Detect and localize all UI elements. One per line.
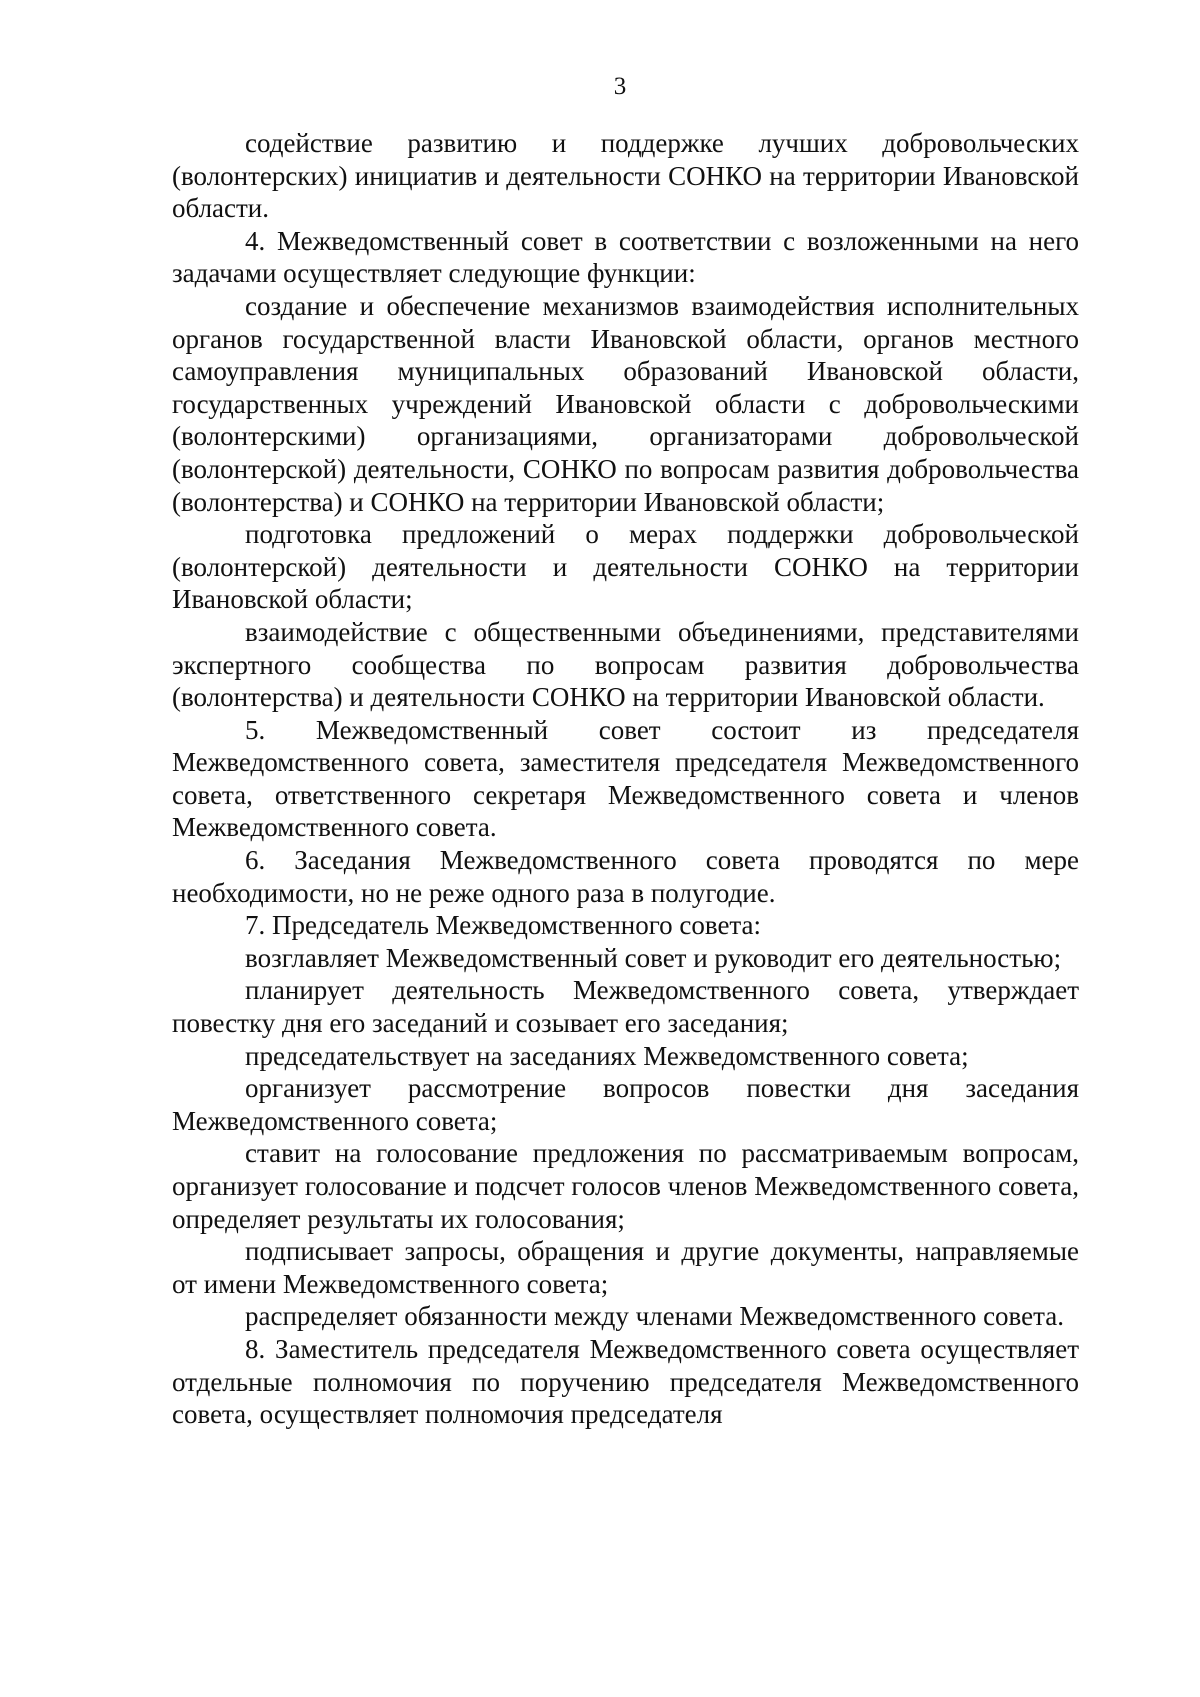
- paragraph: 5. Межведомственный совет состоит из председателя Межведомственного совета, заместителя председателя Межведомственного совета, ответственного секретаря Межведомственного совета и членов Межведомственного совета.: [172, 714, 1079, 843]
- paragraph: председательствует на заседаниях Межведомственного совета;: [245, 1040, 969, 1071]
- paragraph: подписывает запросы, обращения и другие документы, направляемые от имени Межведомственного совета;: [172, 1236, 1079, 1299]
- paragraph: создание и обеспечение механизмов взаимодействия исполнительных органов государственной власти Ивановской области, органов местного самоуправления муниципальных образований Ивановской области, государственных учреждений Ивановской области с добровольческими (волонтерскими) организациями, организаторами добровольческой (волонтерской) деятельности, СОНКО по вопросам развития добровольчества (волонтерства) и СОНКО на территории Ивановской области;: [172, 290, 1079, 517]
- paragraph: планирует деятельность Межведомственного совета, утверждает повестку дня его заседаний и созывает его заседания;: [172, 975, 1079, 1039]
- paragraph: взаимодействие с общественными объединениями, представителями экспертного сообщества по вопросам развития добровольчества (волонтерства) и деятельности СОНКО на территории Ивановской области.: [172, 616, 1079, 713]
- paragraph: содействие развитию и поддержке лучших добровольческих (волонтерских) инициатив и деятельности СОНКО на территории Ивановской области.: [172, 128, 1079, 224]
- paragraph: 7. Председатель Межведомственного совета:: [245, 910, 762, 941]
- paragraph: 8. Заместитель председателя Межведомственного совета осуществляет отдельные полномочия по поручению председателя Межведомственного совета, осуществляет полномочия председателя: [172, 1333, 1079, 1430]
- paragraph: 6. Заседания Межведомственного совета проводятся по мере необходимости, но не реже одного раза в полугодие.: [172, 845, 1079, 908]
- paragraph: 4. Межведомственный совет в соответствии с возложенными на него задачами осуществляет следующие функции:: [172, 225, 1079, 289]
- paragraph: возглавляет Межведомственный совет и руководит его деятельностью;: [245, 942, 1062, 973]
- paragraph: ставит на голосование предложения по рассматриваемым вопросам, организует голосование и подсчет голосов членов Межведомственного совета, определяет результаты их голосования;: [172, 1138, 1079, 1234]
- document-body: [172, 127, 1079, 1431]
- page-number: 3: [613, 73, 627, 100]
- paragraph: подготовка предложений о мерах поддержки добровольческой (волонтерской) деятельности и деятельности СОНКО на территории Ивановской области;: [172, 519, 1079, 615]
- paragraph: организует рассмотрение вопросов повестки дня заседания Межведомственного совета;: [172, 1073, 1079, 1136]
- paragraph: распределяет обязанности между членами Межведомственного совета.: [245, 1301, 1064, 1332]
